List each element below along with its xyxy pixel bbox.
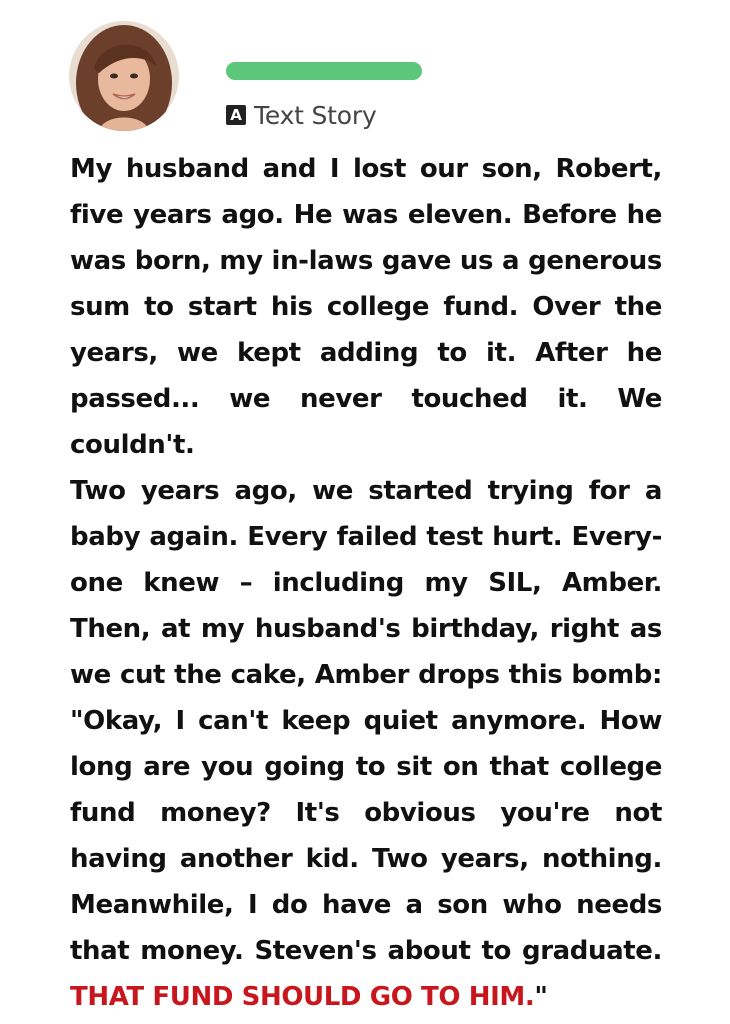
story-paragraph-3	[70, 606, 662, 1020]
story-paragraph-2: Two years ago, we started trying for a baby again. Every failed test hurt. Every-one knew – including my SIL, Amber.	[70, 476, 662, 598]
story-header	[0, 0, 730, 140]
story-type-label: Text Story	[254, 100, 377, 130]
story-body	[70, 146, 662, 1020]
story-highlight-text: THAT FUND SHOULD GO TO HIM.	[70, 982, 535, 1012]
story-paragraph-3-text: Then, at my husband's birthday, right as we cut the cake, Amber drops this bomb: "Okay, I can't keep quiet anymore. How long are you going to sit on that college fund money? It's obvious you're not having another kid. Two years, nothing. Meanwhile, I do have a son who needs that money. Steven's about to graduate.	[70, 614, 662, 966]
avatar-portrait-image	[69, 21, 179, 131]
story-type-tag	[226, 98, 377, 132]
author-name-redacted	[226, 62, 422, 80]
story-closing-quote: "	[534, 982, 548, 1012]
story-paragraph-1: My husband and I lost our son, Robert, five years ago. He was eleven. Before he was born, my in-laws gave us a generous sum to start his college fund. Over the years, we kept adding to it. After he passed... we never touched it. We couldn't.	[70, 154, 662, 460]
author-avatar[interactable]	[69, 21, 179, 131]
text-story-icon: A	[226, 105, 246, 125]
